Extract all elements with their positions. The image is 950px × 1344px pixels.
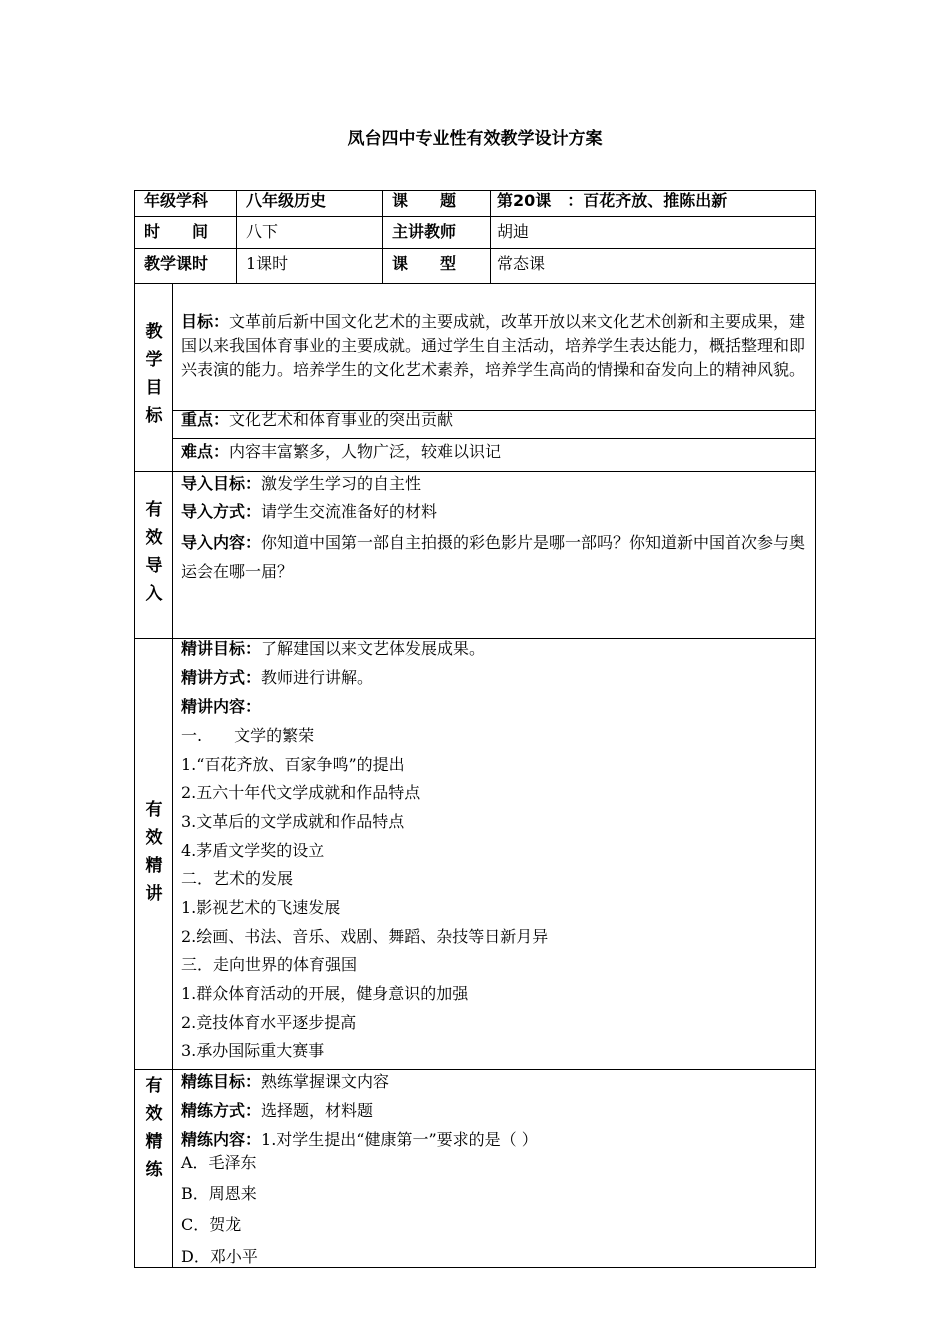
time-label: 时 间 [144,222,209,241]
topic-value: 第20课 ：百花齐放、推陈出新 [497,191,728,210]
practice-goal [181,1073,389,1091]
intro-goal-label: 导入目标： [181,474,262,493]
type-value: 常态课 [497,254,546,273]
intro-method-label: 导入方式： [181,502,262,521]
difficulty-label: 难点： [181,442,230,461]
page-title: 凤台四中专业性有效教学设计方案 [347,129,603,149]
lecture-line: 一. 文学的繁荣 [181,726,315,745]
practice-goal-label: 精练目标： [181,1072,262,1091]
practice-option: D．邓小平 [181,1247,258,1266]
key-point [181,411,453,429]
lecture-line: 4.茅盾文学奖的设立 [181,841,325,860]
practice-option: C．贺龙 [181,1215,242,1234]
row-divider [134,471,816,472]
intro-content [181,528,809,586]
practice-content-label: 精练内容： [181,1130,262,1149]
row-divider [134,283,816,284]
key-text: 文化艺术和体育事业的突出贡献 [229,410,454,429]
intro-goal [181,475,421,493]
column-divider [236,190,237,283]
practice-content [181,1131,538,1149]
intro-method [181,503,437,521]
practice-option: A．毛泽东 [181,1153,257,1172]
practice-method-label: 精练方式： [181,1101,262,1120]
practice-method [181,1102,373,1120]
practice-goal-text: 熟练掌握课文内容 [261,1072,390,1091]
intro-content-label: 导入内容： [181,533,262,552]
type-label: 课 型 [392,254,457,273]
column-divider [172,283,173,1268]
goal-label: 目标： [181,312,230,331]
intro-content-text: 你知道中国第一部自主拍摄的彩色影片是哪一部吗？你知道新中国首次参与奥运会在哪一届？ [181,533,806,581]
grade-subject-value: 八年级历史 [246,191,327,210]
teacher-value: 胡迪 [497,222,530,241]
lecture-line: 二．艺术的发展 [181,869,294,888]
lecture-goal [181,640,485,658]
goal-paragraph [181,310,809,410]
lecture-goal-text: 了解建国以来文艺体发展成果。 [261,639,486,658]
lecture-line: 3.承办国际重大赛事 [181,1041,325,1060]
lecture-line: 3.文革后的文学成就和作品特点 [181,812,405,831]
lecture-section-label: 有 效 精 讲 [145,800,163,904]
lecture-line: 三．走向世界的体育强国 [181,955,358,974]
hours-label: 教学课时 [144,254,209,273]
lecture-method [181,669,373,687]
difficulty-point [181,443,501,461]
key-label: 重点： [181,410,230,429]
row-divider [134,1069,816,1070]
difficulty-text: 内容丰富繁多，人物广泛，较难以识记 [229,442,502,461]
intro-method-text: 请学生交流准备好的材料 [261,502,438,521]
time-value: 八下 [246,222,279,241]
goals-section-label: 教 学 目 标 [145,322,163,426]
row-divider [172,438,816,439]
practice-section-label: 有 效 精 练 [145,1076,163,1180]
practice-method-text: 选择题，材料题 [261,1101,374,1120]
practice-content-text: 1.对学生提出“健康第一”要求的是（ ） [261,1130,538,1149]
column-divider [382,190,383,283]
column-divider [490,190,491,283]
lecture-goal-label: 精讲目标： [181,639,262,658]
grade-subject-label: 年级学科 [144,191,209,210]
lecture-line: 2.五六十年代文学成就和作品特点 [181,783,421,802]
teacher-label: 主讲教师 [392,222,457,241]
goal-text: 文革前后新中国文化艺术的主要成就，改革开放以来文化艺术创新和主要成果，建国以来我国体育事业的主要成就。通过学生自主活动，培养学生表达能力，概括整理和即兴表演的能力。培养学生的文化艺术素养，培养学生高尚的情操和奋发向上的精神风貌。 [181,312,806,379]
lecture-line: 2.绘画、书法、音乐、戏剧、舞蹈、杂技等日新月异 [181,927,549,946]
lecture-content-label: 精讲内容： [181,697,262,716]
lecture-line: 1.影视艺术的飞速发展 [181,898,341,917]
practice-option: B．周恩来 [181,1184,257,1203]
intro-goal-text: 激发学生学习的自主性 [261,474,422,493]
lecture-line: 1.“百花齐放、百家争鸣”的提出 [181,755,405,774]
lecture-line: 1.群众体育活动的开展，健身意识的加强 [181,984,469,1003]
hours-value: 1课时 [246,254,289,273]
lecture-method-text: 教师进行讲解。 [261,668,374,687]
lecture-line: 2.竞技体育水平逐步提高 [181,1013,357,1032]
lecture-method-label: 精讲方式： [181,668,262,687]
intro-section-label: 有 效 导 入 [145,500,163,604]
topic-label: 课 题 [392,191,457,210]
